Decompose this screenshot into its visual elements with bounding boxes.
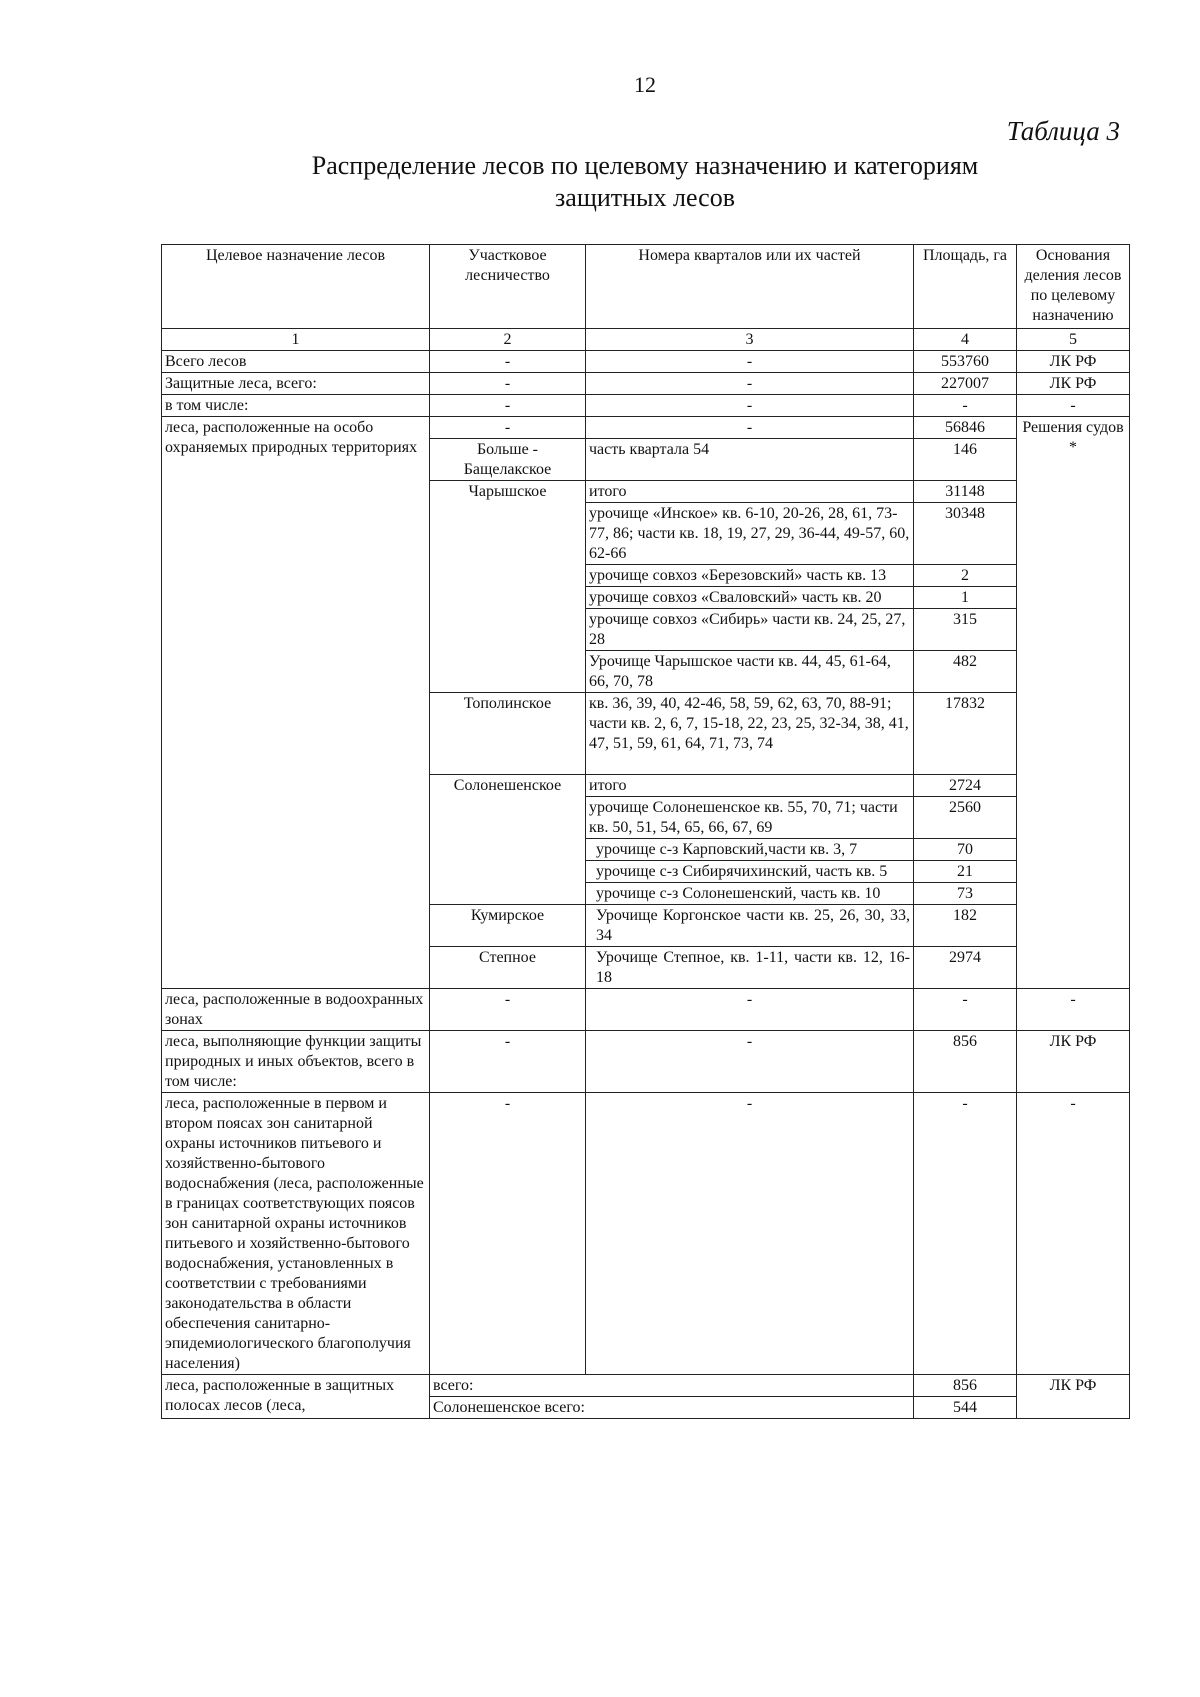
- basis-cell: -: [1017, 989, 1130, 1031]
- purpose-cell: леса, расположенные в защитных полосах лесов (леса,: [162, 1375, 430, 1419]
- title-line-1: Распределение лесов по целевому назначению и категориям: [311, 151, 979, 180]
- district-cell: -: [430, 1093, 586, 1375]
- title-line-2: защитных лесов: [555, 183, 735, 212]
- area-cell: 73: [914, 883, 1017, 905]
- header-number: 2: [430, 329, 586, 351]
- area-cell: 1: [914, 587, 1017, 609]
- quarters-cell: урочище совхоз «Березовский» часть кв. 13: [586, 565, 914, 587]
- district-cell: Солонешенское: [430, 775, 586, 905]
- quarters-cell: урочище с-з Карповский,части кв. 3, 7: [586, 839, 914, 861]
- area-cell: 544: [914, 1397, 1017, 1419]
- area-cell: 70: [914, 839, 1017, 861]
- area-cell: 56846: [914, 417, 1017, 439]
- table-row: [162, 373, 1130, 395]
- quarters-line: кв. 36, 39, 40, 42-46, 58, 59, 62, 63, 70, 88-91;: [589, 695, 892, 712]
- basis-cell: ЛК РФ: [1017, 351, 1130, 373]
- area-cell: 553760: [914, 351, 1017, 373]
- quarters-cell: -: [586, 1031, 914, 1093]
- purpose-cell: леса, расположенные в первом и втором поясах зон санитарной охраны источников питьевого и хозяйственно-бытового водоснабжения (леса, расположенные в границах соответствующих поясов зон санитарной охраны источников питьевого и хозяйственно-бытового водоснабжения, установленных в соответствии с требованиями законодательства в области обеспечения санитарно-эпидемиологического благополучия населения): [162, 1093, 430, 1375]
- purpose-cell: Всего лесов: [162, 351, 430, 373]
- document-title: [0, 150, 1200, 214]
- quarters-cell: урочище Солонешенское кв. 55, 70, 71; части кв. 50, 51, 54, 65, 66, 67, 69: [586, 797, 914, 839]
- area-cell: 856: [914, 1375, 1017, 1397]
- area-cell: -: [914, 1093, 1017, 1375]
- quarters-cell: Солонешенское всего:: [430, 1397, 914, 1419]
- district-cell: -: [430, 395, 586, 417]
- table-row: [162, 989, 1130, 1031]
- purpose-cell: леса, расположенные на особо охраняемых природных территориях: [162, 417, 430, 989]
- district-cell: -: [430, 989, 586, 1031]
- quarters-cell: Урочище Чарышское части кв. 44, 45, 61-64, 66, 70, 78: [586, 651, 914, 693]
- header-number: 5: [1017, 329, 1130, 351]
- quarters-cell: урочище совхоз «Сибирь» части кв. 24, 25, 27, 28: [586, 609, 914, 651]
- area-cell: 315: [914, 609, 1017, 651]
- header-quarters: Номера кварталов или их частей: [586, 245, 914, 329]
- header-area: Площадь, га: [914, 245, 1017, 329]
- header-row: [162, 245, 1130, 329]
- area-cell: 2724: [914, 775, 1017, 797]
- district-cell: Степное: [430, 947, 586, 989]
- table-label: Таблица 3: [1006, 116, 1120, 146]
- purpose-cell: леса, выполняющие функции защиты природных и иных объектов, всего в том числе:: [162, 1031, 430, 1093]
- purpose-cell: в том числе:: [162, 395, 430, 417]
- area-cell: 30348: [914, 503, 1017, 565]
- quarters-cell: урочище «Инское» кв. 6-10, 20-26, 28, 61, 73-77, 86; части кв. 18, 19, 27, 29, 36-44, 49-57, 60, 62-66: [586, 503, 914, 565]
- header-number-row: [162, 329, 1130, 351]
- quarters-cell: всего:: [430, 1375, 914, 1397]
- quarters-cell: итого: [586, 775, 914, 797]
- district-cell: -: [430, 373, 586, 395]
- area-cell: 2974: [914, 947, 1017, 989]
- quarters-cell: -: [586, 417, 914, 439]
- quarters-cell: [586, 693, 914, 775]
- header-number: 4: [914, 329, 1017, 351]
- basis-cell: ЛК РФ: [1017, 1375, 1130, 1419]
- table-row: [162, 1375, 1130, 1397]
- area-cell: -: [914, 395, 1017, 417]
- table-row: [162, 1093, 1130, 1375]
- quarters-cell: итого: [586, 481, 914, 503]
- area-cell: 146: [914, 439, 1017, 481]
- basis-cell: -: [1017, 395, 1130, 417]
- basis-cell: Решения судов *: [1017, 417, 1130, 989]
- quarters-cell: урочище с-з Сибирячихинский, часть кв. 5: [586, 861, 914, 883]
- header-district: Участковое лесничество: [430, 245, 586, 329]
- district-cell: Тополинское: [430, 693, 586, 775]
- district-cell: -: [430, 351, 586, 373]
- table-row: [162, 417, 1130, 439]
- area-cell: 227007: [914, 373, 1017, 395]
- header-purpose: Целевое назначение лесов: [162, 245, 430, 329]
- district-cell: Больше - Бащелакское: [430, 439, 586, 481]
- quarters-cell: -: [586, 1093, 914, 1375]
- area-cell: 31148: [914, 481, 1017, 503]
- header-number: 3: [586, 329, 914, 351]
- purpose-cell: Защитные леса, всего:: [162, 373, 430, 395]
- quarters-cell: часть квартала 54: [586, 439, 914, 481]
- area-cell: 182: [914, 905, 1017, 947]
- table-row: [162, 395, 1130, 417]
- purpose-cell: леса, расположенные в водоохранных зонах: [162, 989, 430, 1031]
- basis-cell: ЛК РФ: [1017, 1031, 1130, 1093]
- quarters-cell: -: [586, 351, 914, 373]
- quarters-cell: -: [586, 373, 914, 395]
- area-cell: 21: [914, 861, 1017, 883]
- area-cell: 2: [914, 565, 1017, 587]
- header-number: 1: [162, 329, 430, 351]
- basis-cell: -: [1017, 1093, 1130, 1375]
- table-row: [162, 351, 1130, 373]
- quarters-cell: урочище с-з Солонешенский, часть кв. 10: [586, 883, 914, 905]
- district-cell: -: [430, 417, 586, 439]
- quarters-cell: Урочище Коргонское части кв. 25, 26, 30, 33, 34: [586, 905, 914, 947]
- forest-distribution-table: [161, 244, 1130, 1419]
- area-cell: 17832: [914, 693, 1017, 775]
- quarters-cell: Урочище Степное, кв. 1-11, части кв. 12, 16-18: [586, 947, 914, 989]
- quarters-cell: -: [586, 989, 914, 1031]
- page-number: 12: [634, 72, 656, 97]
- area-cell: -: [914, 989, 1017, 1031]
- district-cell: Чарышское: [430, 481, 586, 693]
- district-cell: Кумирское: [430, 905, 586, 947]
- quarters-line: части кв. 2, 6, 7, 15-18, 22, 23, 25, 32-34, 38, 41, 47, 51, 59, 61, 64, 71, 73, 74: [589, 715, 909, 752]
- table-row: [162, 1031, 1130, 1093]
- quarters-cell: урочище совхоз «Сваловский» часть кв. 20: [586, 587, 914, 609]
- quarters-cell: -: [586, 395, 914, 417]
- area-cell: 482: [914, 651, 1017, 693]
- area-cell: 2560: [914, 797, 1017, 839]
- area-cell: 856: [914, 1031, 1017, 1093]
- district-cell: -: [430, 1031, 586, 1093]
- header-basis: Основания деления лесов по целевому назначению: [1017, 245, 1130, 329]
- basis-cell: ЛК РФ: [1017, 373, 1130, 395]
